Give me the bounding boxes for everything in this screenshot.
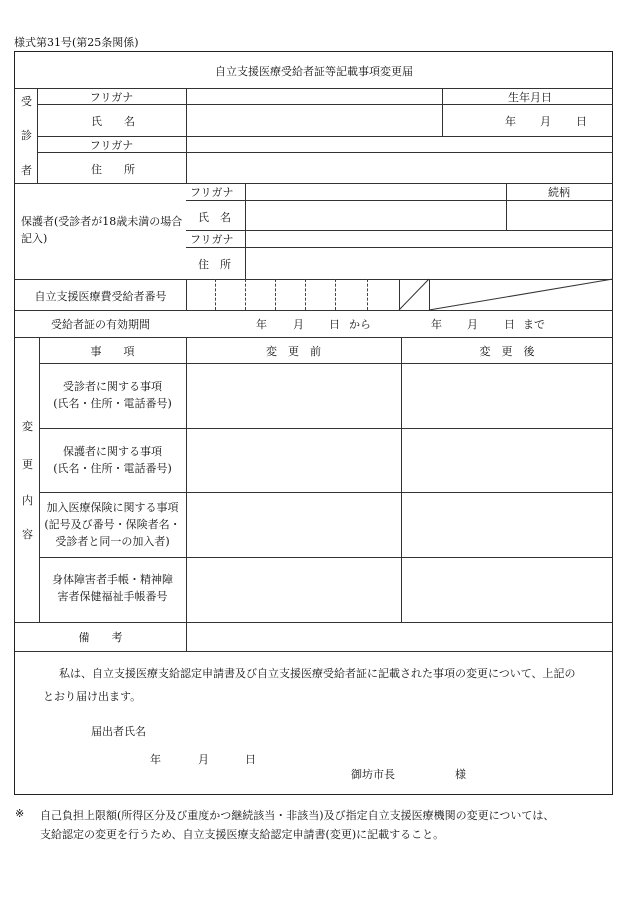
- change-item-line: (氏名・住所・電話番号): [53, 397, 172, 410]
- rule: [15, 310, 613, 311]
- form-number: 様式第31号(第25条関係): [14, 36, 139, 49]
- remarks-label: 備 考: [78, 631, 123, 644]
- rule: [39, 428, 613, 429]
- validity-label: 受給者証の有効期間: [51, 318, 150, 331]
- change-item-line: (氏名・住所・電話番号): [53, 462, 172, 475]
- footnote-line-2: 支給認定の変更を行うため、自立支援医療支給認定申請書(変更)に記載すること。: [40, 828, 445, 841]
- rule: [39, 557, 613, 558]
- change-item-line: 受診者と同一の加入者): [55, 535, 170, 548]
- guardian-furigana-label-2: フリガナ: [190, 233, 234, 246]
- changes-side-label-3: 内: [22, 494, 33, 507]
- declaration-line-1: 私は、自立支援医療支給認定申請書及び自立支援医療受給者証に記載された事項の変更について、上記の: [59, 667, 576, 680]
- digit-separator: [245, 279, 246, 310]
- rule: [15, 279, 613, 280]
- change-item-patient: [39, 378, 186, 412]
- validity-to-day: 日: [504, 318, 515, 331]
- rule: [186, 230, 613, 231]
- guardian-furigana-label: フリガナ: [190, 186, 234, 199]
- declaration-line-2: とおり届け出ます。: [43, 690, 142, 703]
- validity-to: まで: [523, 318, 545, 331]
- change-item-line: (記号及び番号・保険者名・: [44, 518, 181, 531]
- validity-to-month: 月: [467, 318, 478, 331]
- validity-from: から: [349, 318, 371, 331]
- form-title: 自立支援医療受給者証等記載事項変更届: [215, 65, 413, 78]
- change-notification-form: [14, 51, 613, 795]
- col-item-header: 事 項: [90, 345, 135, 358]
- change-item-guardian: [39, 443, 186, 477]
- birth-day-unit: 日: [576, 115, 587, 128]
- change-item-line: 保護者に関する事項: [63, 445, 162, 458]
- rule: [15, 651, 613, 652]
- rule: [39, 363, 613, 364]
- col-after-header: 変 更 後: [479, 345, 535, 358]
- birth-date-label: 生年月日: [508, 91, 552, 104]
- digit-separator: [215, 279, 216, 310]
- birth-month-unit: 月: [540, 115, 551, 128]
- change-item-line: 害者保健福祉手帳番号: [57, 590, 168, 603]
- col-before-header: 変 更 前: [266, 345, 321, 358]
- rule: [245, 183, 246, 279]
- rule: [15, 183, 613, 184]
- guardian-address-label: 住 所: [198, 258, 231, 271]
- rule: [186, 200, 613, 201]
- changes-side-label-1: 変: [22, 420, 33, 433]
- rule: [39, 492, 613, 493]
- addressee: 御坊市長: [351, 768, 395, 781]
- rule: [15, 622, 613, 623]
- birth-year-unit: 年: [505, 115, 516, 128]
- changes-side-label-2: 更: [22, 458, 33, 471]
- changes-side-label-4: 容: [22, 528, 33, 541]
- submitter-label: 届出者氏名: [91, 725, 146, 738]
- guardian-label: 保護者(受診者が18歳未満の場合記入): [21, 215, 183, 245]
- patient-name-label: 氏 名: [91, 115, 135, 128]
- change-item-line: 受診者に関する事項: [63, 380, 162, 393]
- rule: [429, 279, 430, 311]
- validity-from-month: 月: [293, 318, 304, 331]
- rule: [186, 337, 187, 651]
- footnote-line-1: 自己負担上限額(所得区分及び重度かつ継続該当・非該当)及び指定自立支援医療機関の変更については、: [40, 809, 555, 822]
- digit-separator: [367, 279, 368, 310]
- change-item-line: 身体障害者手帳・精神障: [52, 573, 173, 586]
- validity-from-day: 日: [329, 318, 340, 331]
- patient-furigana-label: フリガナ: [89, 91, 134, 104]
- rule: [186, 247, 613, 248]
- digit-separator: [305, 279, 306, 310]
- patient-side-label-2: 診: [21, 129, 32, 142]
- recipient-number-label: 自立支援医療費受給者番号: [34, 290, 167, 303]
- date-year-unit: 年: [150, 753, 161, 766]
- patient-address-label: 住 所: [91, 163, 135, 176]
- rule: [186, 279, 187, 311]
- rule: [506, 183, 507, 231]
- digit-separator: [275, 279, 276, 310]
- rule: [15, 337, 613, 338]
- rule: [442, 88, 443, 137]
- honorific: 様: [455, 768, 466, 781]
- footnote-mark: ※: [15, 807, 25, 820]
- patient-side-label-1: 受: [21, 95, 32, 108]
- change-item-handbook: [39, 571, 186, 605]
- guardian-name-label: 氏 名: [198, 211, 231, 224]
- rule: [401, 337, 402, 622]
- patient-side-label-3: 者: [21, 164, 32, 177]
- rule: [399, 279, 400, 311]
- change-item-insurance: [39, 499, 186, 550]
- digit-separator: [335, 279, 336, 310]
- validity-from-year: 年: [256, 318, 267, 331]
- change-item-line: 加入医療保険に関する事項: [46, 501, 179, 514]
- patient-furigana-label-2: フリガナ: [89, 139, 134, 152]
- guardian-relation-label: 続柄: [548, 186, 570, 199]
- date-month-unit: 月: [198, 753, 209, 766]
- rule: [186, 88, 187, 184]
- validity-to-year: 年: [431, 318, 442, 331]
- date-day-unit: 日: [245, 753, 256, 766]
